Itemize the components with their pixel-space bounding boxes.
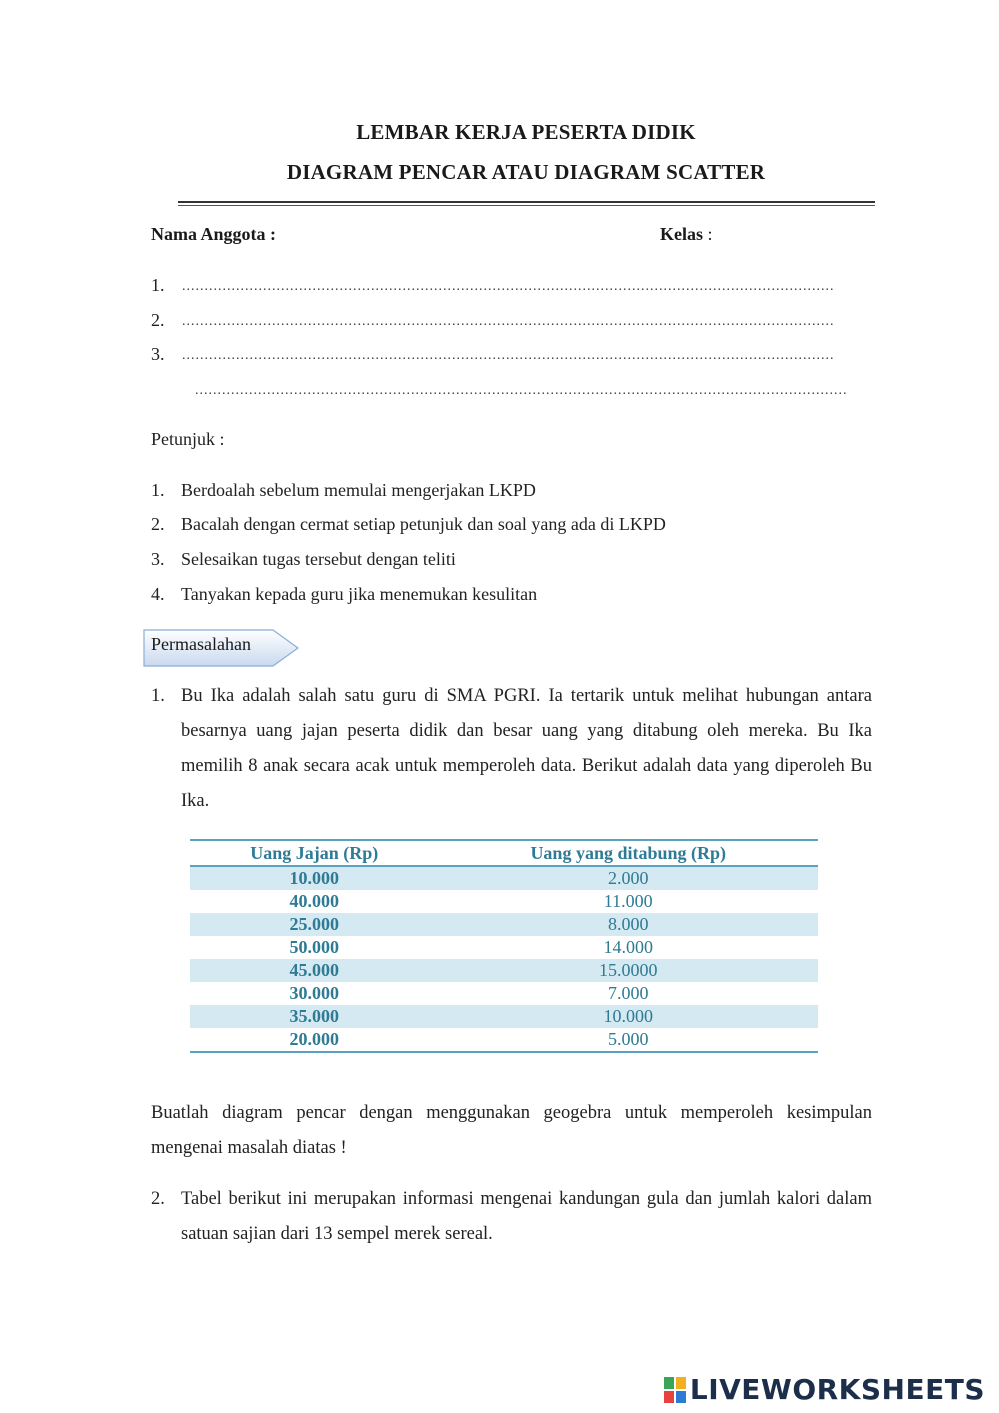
problem-number: 2. (151, 1189, 165, 1209)
class-colon: : (707, 224, 713, 244)
member-line-3[interactable]: ................................................................................................................................................. (182, 348, 835, 363)
logo-square (676, 1377, 686, 1389)
page-subtitle: DIAGRAM PENCAR ATAU DIAGRAM SCATTER (286, 160, 766, 184)
table-cell: 8.000 (438, 913, 818, 936)
page-title: LEMBAR KERJA PESERTA DIDIK (356, 120, 696, 144)
title-divider-thin (178, 205, 875, 206)
table-cell: 14.000 (603, 937, 653, 957)
instruction-item: Berdoalah sebelum memulai mengerjakan LKPD (181, 480, 536, 500)
instructions-heading: Petunjuk : (151, 429, 225, 449)
column-header: Uang yang ditabung (Rp) (438, 840, 818, 866)
problem-number: 1. (151, 686, 165, 706)
liveworksheets-logo-icon (664, 1377, 686, 1403)
instruction-item: Selesaikan tugas tersebut dengan teliti (181, 549, 456, 569)
table-cell: 45.000 (190, 959, 438, 982)
table-row (190, 913, 818, 936)
member-line-number: 1. (151, 275, 165, 295)
table-row (190, 982, 818, 1005)
member-line-4[interactable]: ................................................................................................................................................. (195, 383, 848, 398)
table-cell: 7.000 (607, 983, 649, 1003)
member-line-number: 3. (151, 344, 165, 364)
members-label: Nama Anggota : (151, 224, 276, 244)
class-field (660, 224, 713, 245)
table-header-row (190, 840, 818, 866)
class-label: Kelas (660, 224, 703, 244)
table-cell: 30.000 (289, 983, 339, 1003)
table-row (190, 1005, 818, 1028)
table-cell: 50.000 (289, 937, 339, 957)
table-cell: 2.000 (438, 866, 818, 890)
problem-1-text: Bu Ika adalah salah satu guru di SMA PGRI. Ia tertarik untuk melihat hubungan antara besarnya uang jajan peserta didik dan besar uang yang ditabung oleh mereka. Bu Ika memilih 8 anak secara acak untuk memperoleh data. Berikut adalah data yang diperoleh Bu Ika. (181, 686, 872, 811)
logo-square (664, 1391, 674, 1403)
column-header: Uang Jajan (Rp) (190, 840, 438, 866)
table-row (190, 959, 818, 982)
task-text: Buatlah diagram pencar dengan menggunakan geogebra untuk memperoleh kesimpulan mengenai masalah diatas ! (151, 1103, 872, 1158)
instruction-number: 1. (151, 480, 165, 500)
instruction-item: Tanyakan kepada guru jika menemukan kesulitan (181, 584, 538, 604)
problem-2-text: Tabel berikut ini merupakan informasi mengenai kandungan gula dan jumlah kalori dalam satuan sajian dari 13 sempel merek sereal. (181, 1189, 872, 1244)
table-row (190, 1028, 818, 1052)
table-cell: 25.000 (190, 913, 438, 936)
table-cell: 40.000 (289, 891, 339, 911)
title-divider (178, 201, 875, 203)
table-row (190, 866, 818, 890)
table-cell: 15.0000 (438, 959, 818, 982)
instruction-number: 3. (151, 549, 165, 569)
member-line-2[interactable]: ................................................................................................................................................. (182, 314, 835, 329)
table-row (190, 936, 818, 959)
member-line-number: 2. (151, 310, 165, 330)
brand-name: LIVEWORKSHEETS (689, 1373, 985, 1406)
brand-footer (664, 1373, 985, 1406)
table-cell: 35.000 (190, 1005, 438, 1028)
instruction-number: 4. (151, 584, 165, 604)
table-cell: 20.000 (190, 1028, 438, 1052)
instruction-number: 2. (151, 514, 165, 534)
logo-square (676, 1391, 686, 1403)
table-cell: 5.000 (438, 1028, 818, 1052)
section-tag-label: Permasalahan (151, 634, 251, 654)
instruction-item: Bacalah dengan cermat setiap petunjuk dan soal yang ada di LKPD (181, 514, 666, 534)
data-table (190, 839, 818, 1053)
table-row (190, 890, 818, 913)
section-tag (143, 628, 299, 666)
table-cell: 10.000 (190, 866, 438, 890)
member-line-1[interactable]: ................................................................................................................................................. (182, 279, 835, 294)
table-cell: 11.000 (603, 891, 653, 911)
table-cell: 10.000 (438, 1005, 818, 1028)
logo-square (664, 1377, 674, 1389)
